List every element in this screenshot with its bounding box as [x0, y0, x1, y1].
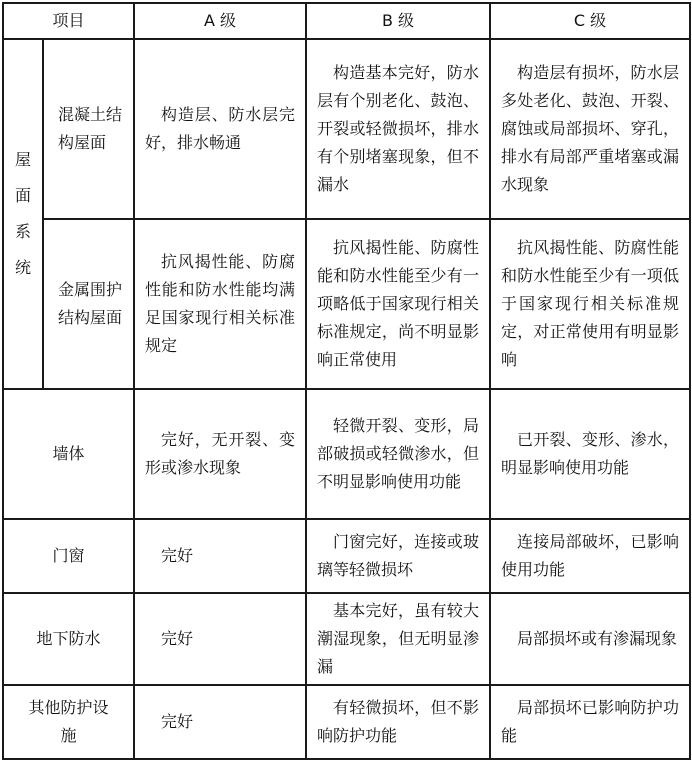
header-grade-a: A 级 [134, 3, 306, 39]
header-item: 项目 [3, 3, 134, 39]
grade-c-cell: 连接局部破坏，已影响使用功能 [490, 519, 690, 593]
grade-a-cell: 完好 [134, 593, 306, 685]
grade-a-cell: 抗风揭性能、防腐性能和防水性能均满足国家现行相关标准规定 [134, 219, 306, 389]
item-name: 金属围护结构屋面 [43, 219, 134, 389]
roof-system-category [3, 39, 43, 389]
item-name: 门窗 [3, 519, 134, 593]
grade-b-cell: 有轻微损坏，但不影响防护功能 [306, 685, 490, 759]
grade-b-cell: 轻微开裂、变形，局部破损或轻微渗水，但不明显影响使用功能 [306, 389, 490, 519]
grade-b-cell: 基本完好，虽有较大潮湿现象，但无明显渗漏 [306, 593, 490, 685]
rating-table [2, 2, 691, 760]
item-name [3, 685, 134, 759]
header-row [3, 3, 690, 39]
table-row [3, 39, 690, 219]
grade-c-cell: 已开裂、变形、渗水，明显影响使用功能 [490, 389, 690, 519]
header-grade-b: B 级 [306, 3, 490, 39]
item-name: 墙体 [3, 389, 134, 519]
header-grade-c: C 级 [490, 3, 690, 39]
grade-c-cell: 局部损坏或有渗漏现象 [490, 593, 690, 685]
grade-c-cell: 抗风揭性能、防腐性能和防水性能至少有一项低于国家现行相关标准规定，对正常使用有明显影响 [490, 219, 690, 389]
table-row [3, 685, 690, 759]
grade-b-cell: 抗风揭性能、防腐性能和防水性能至少有一项略低于国家现行相关标准规定，尚不明显影响正常使用 [306, 219, 490, 389]
grade-a-cell: 完好，无开裂、变形或渗水现象 [134, 389, 306, 519]
table-row [3, 389, 690, 519]
table-row [3, 219, 690, 389]
table-row [3, 593, 690, 685]
table-row [3, 519, 690, 593]
grade-b-cell: 门窗完好，连接或玻璃等轻微损坏 [306, 519, 490, 593]
item-name: 混凝土结构屋面 [43, 39, 134, 219]
grade-c-cell: 构造层有损坏，防水层多处老化、鼓泡、开裂、腐蚀或局部损坏、穿孔，排水有局部严重堵塞或漏水现象 [490, 39, 690, 219]
item-name: 地下防水 [3, 593, 134, 685]
item-name-text: 其他防护设施 [28, 698, 109, 745]
grade-a-cell: 完好 [134, 685, 306, 759]
roof-system-label: 屋面系统 [14, 150, 31, 277]
grade-b-cell: 构造基本完好，防水层有个别老化、鼓泡、开裂或轻微损坏，排水有个别堵塞现象，但不漏水 [306, 39, 490, 219]
grade-a-cell: 构造层、防水层完好，排水畅通 [134, 39, 306, 219]
grade-c-cell: 局部损坏已影响防护功能 [490, 685, 690, 759]
grade-a-cell: 完好 [134, 519, 306, 593]
